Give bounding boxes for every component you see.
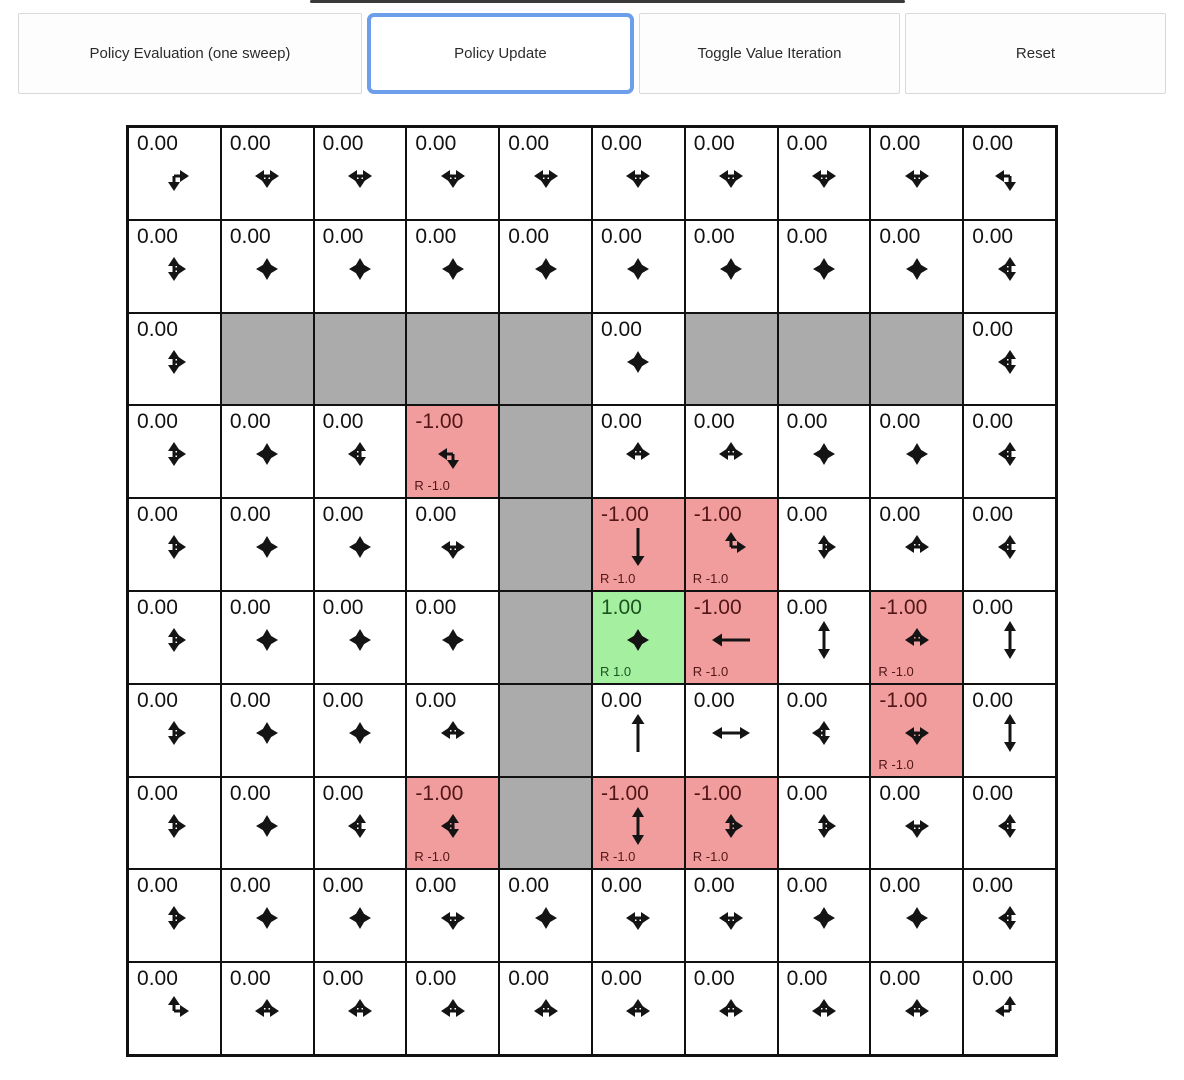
policy-arrows-icon [801,895,847,941]
state-value: 0.00 [322,781,364,805]
grid-cell [499,962,592,1055]
policy-arrows-icon [523,246,569,292]
policy-arrows-icon [337,988,383,1034]
state-value: 0.00 [415,688,457,712]
state-value: 0.00 [786,595,828,619]
grid-cell [870,220,963,313]
grid-cell [778,591,871,684]
policy-arrows-icon [430,431,476,477]
wall-cell [406,313,499,406]
policy-arrows-icon [801,431,847,477]
policy-arrows-icon [987,895,1033,941]
grid-cell [963,220,1056,313]
state-value: 0.00 [693,874,735,898]
reward-label: R -1.0 [692,849,729,865]
grid-cell [221,405,314,498]
grid-cell [499,220,592,313]
policy-arrows-icon [244,431,290,477]
policy-arrows-icon [523,895,569,941]
grid-cell [778,684,871,777]
grid-cell [406,684,499,777]
penalty-cell [685,591,778,684]
grid-cell [128,498,221,591]
grid-cell [128,127,221,220]
state-value: 0.00 [322,224,364,248]
state-value: 0.00 [415,595,457,619]
grid-cell [685,220,778,313]
state-value: -1.00 [693,595,742,619]
wall-cell [499,313,592,406]
grid-cell [870,962,963,1055]
reward-label: R -1.0 [878,663,914,679]
policy-arrows-icon [244,246,290,292]
grid-cell [592,869,685,962]
grid-cell [314,777,407,870]
grid-cell [406,591,499,684]
state-value: 0.00 [322,132,364,155]
state-value: 0.00 [972,317,1014,341]
state-value: 0.00 [693,410,735,434]
state-value: 0.00 [229,224,271,248]
state-value: -1.00 [415,410,464,434]
state-value: 0.00 [137,410,178,434]
state-value: 0.00 [229,595,271,619]
policy-arrows-icon [337,153,383,199]
policy-arrows-icon [430,803,476,849]
policy-arrows-icon [987,988,1033,1034]
grid-cell [592,313,685,406]
policy-arrows-icon [894,803,940,849]
state-value: 0.00 [693,224,735,248]
policy-arrows-icon [523,988,569,1034]
policy-arrows-icon [430,524,476,570]
grid-cell [592,684,685,777]
grid-cell [314,962,407,1055]
grid-cell [778,127,871,220]
grid-cell [778,405,871,498]
state-value: 0.00 [879,967,921,991]
policy-arrows-icon [430,710,476,756]
state-value: 0.00 [229,410,271,434]
grid-cell [778,220,871,313]
policy-arrows-icon [987,617,1033,663]
state-value: 0.00 [137,781,178,805]
policy-arrows-icon [337,524,383,570]
grid-cell [221,220,314,313]
state-value: -1.00 [693,503,742,527]
grid-cell [963,684,1056,777]
policy-arrows-icon [894,524,940,570]
state-value: 0.00 [322,688,364,712]
policy-arrows-icon [708,988,754,1034]
reward-label: R 1.0 [600,663,632,679]
grid-cell [963,405,1056,498]
policy-arrows-icon [337,710,383,756]
grid-cell [406,869,499,962]
grid-cell [128,220,221,313]
policy-arrows-icon [151,803,197,849]
goal-cell [592,591,685,684]
policy-arrows-icon [894,710,940,756]
policy-arrows-icon [708,895,754,941]
penalty-cell [592,498,685,591]
policy-arrows-icon [151,431,197,477]
grid-cell [778,777,871,870]
grid-cell [685,405,778,498]
state-value: 0.00 [786,688,828,712]
state-value: 0.00 [601,688,642,712]
policy-arrows-icon [801,524,847,570]
grid-cell [128,684,221,777]
policy-arrows-icon [894,431,940,477]
policy-arrows-icon [987,710,1033,756]
grid-cell [221,869,314,962]
state-value: 0.00 [137,967,178,991]
policy-arrows-icon [244,895,290,941]
state-value: 0.00 [508,967,550,991]
state-value: 0.00 [972,874,1014,898]
policy-arrows-icon [708,524,754,570]
policy-arrows-icon [337,895,383,941]
policy-arrows-icon [151,895,197,941]
policy-arrows-icon [801,153,847,199]
wall-cell [499,498,592,591]
state-value: 1.00 [601,595,642,619]
penalty-cell [870,591,963,684]
wall-cell [221,313,314,406]
grid-cell [221,127,314,220]
policy-arrows-icon [151,988,197,1034]
state-value: -1.00 [693,781,742,805]
grid-cell [128,962,221,1055]
policy-arrows-icon [337,431,383,477]
wall-cell [499,684,592,777]
state-value: 0.00 [137,132,178,155]
grid-cell [128,869,221,962]
reward-label: R -1.0 [600,570,636,586]
policy-arrows-icon [244,710,290,756]
state-value: 0.00 [508,874,550,898]
state-value: 0.00 [415,503,457,527]
policy-arrows-icon [615,988,661,1034]
grid-cell [499,869,592,962]
state-value: 0.00 [229,874,271,898]
state-value: 0.00 [786,967,828,991]
state-value: 0.00 [601,874,642,898]
state-value: 0.00 [972,595,1014,619]
state-value: 0.00 [137,224,178,248]
wall-cell [685,313,778,406]
state-value: 0.00 [879,132,921,155]
state-value: 0.00 [508,224,550,248]
grid-cell [221,591,314,684]
grid-cell [592,405,685,498]
wall-cell [499,591,592,684]
state-value: 0.00 [972,967,1014,991]
state-value: 0.00 [601,410,642,434]
policy-arrows-icon [615,431,661,477]
state-value: 0.00 [786,224,828,248]
state-value: 0.00 [137,317,178,341]
policy-arrows-icon [244,617,290,663]
policy-arrows-icon [244,803,290,849]
state-value: 0.00 [137,595,178,619]
policy-arrows-icon [801,710,847,756]
state-value: 0.00 [415,874,457,898]
state-value: 0.00 [879,503,921,527]
state-value: 0.00 [415,224,457,248]
grid-cell [778,498,871,591]
grid-cell [870,498,963,591]
policy-arrows-icon [337,246,383,292]
grid-cell [221,684,314,777]
state-value: 0.00 [137,503,178,527]
state-value: 0.00 [415,132,457,155]
grid-cell [128,591,221,684]
wall-cell [870,313,963,406]
state-value: 0.00 [229,967,271,991]
state-value: 0.00 [137,688,178,712]
grid-cell [499,127,592,220]
policy-arrows-icon [894,988,940,1034]
grid-cell [406,962,499,1055]
grid-cell [685,684,778,777]
policy-arrows-icon [708,617,754,663]
policy-arrows-icon [615,153,661,199]
grid-cell [963,127,1056,220]
policy-arrows-icon [801,617,847,663]
state-value: 0.00 [601,224,642,248]
policy-arrows-icon [708,431,754,477]
gridworld-grid [126,125,1058,1057]
grid-cell [592,962,685,1055]
policy-arrows-icon [151,246,197,292]
grid-cell [963,591,1056,684]
policy-arrows-icon [430,153,476,199]
grid-cell [314,869,407,962]
state-value: 0.00 [693,688,735,712]
state-value: 0.00 [229,781,271,805]
state-value: 0.00 [322,967,364,991]
state-value: -1.00 [601,781,649,805]
grid-cell [314,684,407,777]
state-value: 0.00 [322,874,364,898]
wall-cell [499,405,592,498]
policy-update-button[interactable]: Policy Update [367,13,634,94]
policy-arrows-icon [430,246,476,292]
policy-arrows-icon [151,524,197,570]
state-value: -1.00 [879,688,928,712]
grid-cell [963,962,1056,1055]
reward-label: R -1.0 [692,570,729,586]
state-value: -1.00 [601,503,649,527]
grid-cell [963,869,1056,962]
reward-label: R -1.0 [878,756,914,772]
grid-cell [128,313,221,406]
grid-cell [314,498,407,591]
state-value: 0.00 [322,410,364,434]
policy-arrows-icon [708,710,754,756]
policy-arrows-icon [801,988,847,1034]
grid-cell [592,220,685,313]
policy-arrows-icon [615,803,661,849]
penalty-cell [685,498,778,591]
policy-arrows-icon [987,339,1033,385]
grid-cell [870,405,963,498]
policy-arrows-icon [430,988,476,1034]
reset-button[interactable]: Reset [905,13,1166,94]
state-value: 0.00 [229,503,271,527]
state-value: 0.00 [322,503,364,527]
state-value: 0.00 [972,503,1014,527]
state-value: 0.00 [601,317,642,341]
toggle-value-iteration-button[interactable]: Toggle Value Iteration [639,13,900,94]
grid-cell [870,777,963,870]
state-value: -1.00 [879,595,928,619]
grid-cell [778,869,871,962]
reward-label: R -1.0 [600,849,636,865]
state-value: 0.00 [972,781,1014,805]
state-value: 0.00 [508,132,550,155]
policy-arrows-icon [244,988,290,1034]
policy-arrows-icon [801,246,847,292]
policy-arrows-icon [987,524,1033,570]
grid-cell [870,127,963,220]
state-value: 0.00 [879,410,921,434]
toolbar [0,0,1184,94]
state-value: 0.00 [786,781,828,805]
policy-arrows-icon [894,617,940,663]
policy-arrows-icon [430,895,476,941]
state-value: 0.00 [879,874,921,898]
penalty-cell [592,777,685,870]
policy-arrows-icon [894,895,940,941]
window-edge-artifact [310,0,905,3]
grid-cell [128,777,221,870]
policy-arrows-icon [615,524,661,570]
penalty-cell [685,777,778,870]
policy-arrows-icon [615,895,661,941]
state-value: 0.00 [786,503,828,527]
policy-arrows-icon [615,617,661,663]
policy-arrows-icon [151,710,197,756]
grid-cell [314,127,407,220]
penalty-cell [406,777,499,870]
reward-label: R -1.0 [414,478,450,494]
grid-cell [963,313,1056,406]
state-value: 0.00 [693,132,735,155]
state-value: 0.00 [786,874,828,898]
grid-cell [685,962,778,1055]
grid-cell [221,962,314,1055]
grid-cell [406,127,499,220]
state-value: 0.00 [972,410,1014,434]
grid-cell [963,777,1056,870]
reward-label: R -1.0 [414,849,450,865]
penalty-cell [406,405,499,498]
grid-cell [221,498,314,591]
grid-cell [128,405,221,498]
state-value: 0.00 [601,967,642,991]
state-value: 0.00 [879,781,921,805]
policy-arrows-icon [987,153,1033,199]
policy-arrows-icon [151,617,197,663]
reward-label: R -1.0 [692,663,729,679]
state-value: 0.00 [322,595,364,619]
wall-cell [778,313,871,406]
grid-cell [870,869,963,962]
grid-cell [685,127,778,220]
policy-arrows-icon [615,710,661,756]
grid-cell [406,498,499,591]
state-value: 0.00 [137,874,178,898]
grid-cell [685,869,778,962]
policy-arrows-icon [337,617,383,663]
wall-cell [499,777,592,870]
policy-arrows-icon [151,339,197,385]
state-value: 0.00 [972,688,1014,712]
policy-arrows-icon [615,246,661,292]
policy-arrows-icon [244,153,290,199]
wall-cell [314,313,407,406]
grid-cell [221,777,314,870]
state-value: 0.00 [693,967,735,991]
policy-arrows-icon [987,431,1033,477]
policy-arrows-icon [708,153,754,199]
grid-cell [314,591,407,684]
state-value: 0.00 [972,224,1014,248]
policy-arrows-icon [708,246,754,292]
grid-cell [314,220,407,313]
policy-arrows-icon [894,246,940,292]
policy-arrows-icon [430,617,476,663]
policy-arrows-icon [894,153,940,199]
policy-arrows-icon [523,153,569,199]
grid-cell [778,962,871,1055]
state-value: 0.00 [786,132,828,155]
policy-evaluation-button[interactable]: Policy Evaluation (one sweep) [18,13,362,94]
policy-arrows-icon [987,803,1033,849]
state-value: 0.00 [879,224,921,248]
policy-arrows-icon [244,524,290,570]
grid-cell [592,127,685,220]
state-value: -1.00 [415,781,464,805]
state-value: 0.00 [229,688,271,712]
policy-arrows-icon [708,803,754,849]
state-value: 0.00 [229,132,271,155]
grid-cell [406,220,499,313]
state-value: 0.00 [786,410,828,434]
policy-arrows-icon [337,803,383,849]
state-value: 0.00 [601,132,642,155]
policy-arrows-icon [615,339,661,385]
grid-cell [314,405,407,498]
penalty-cell [870,684,963,777]
grid-cell [963,498,1056,591]
policy-arrows-icon [987,246,1033,292]
policy-arrows-icon [801,803,847,849]
state-value: 0.00 [415,967,457,991]
state-value: 0.00 [972,132,1014,155]
policy-arrows-icon [151,153,197,199]
